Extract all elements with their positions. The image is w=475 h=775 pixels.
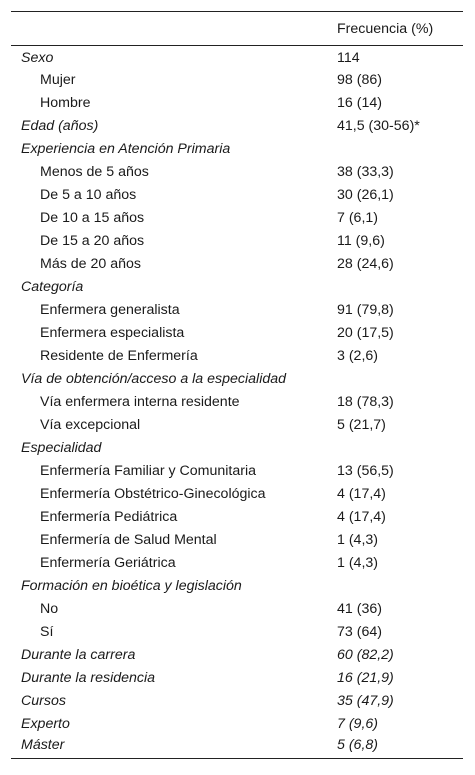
frequency-table-container — [11, 11, 463, 759]
table-row — [11, 460, 463, 483]
row-value: 41,5 (30-56)* — [337, 118, 420, 134]
row-label: Especialidad — [21, 440, 102, 456]
row-value: 98 (86) — [337, 72, 382, 88]
row-value: 73 (64) — [337, 624, 382, 640]
row-value: 91 (79,8) — [337, 302, 394, 318]
table-row — [11, 253, 463, 276]
row-label: De 15 a 20 años — [40, 233, 145, 249]
row-label: Cursos — [21, 693, 66, 709]
row-value — [337, 575, 463, 598]
table-row — [11, 299, 463, 322]
row-value: 7 (6,1) — [337, 210, 379, 226]
row-value: 13 (56,5) — [337, 463, 394, 479]
row-label: Durante la carrera — [21, 647, 136, 663]
table-row — [11, 644, 463, 667]
table-row — [11, 184, 463, 207]
row-label: Mujer — [40, 72, 76, 88]
frequency-table — [11, 11, 463, 759]
row-label: Enfermera generalista — [40, 302, 180, 318]
row-value: 5 (21,7) — [337, 417, 386, 433]
row-value: 28 (24,6) — [337, 256, 394, 272]
table-row — [11, 506, 463, 529]
row-label: Más de 20 años — [40, 256, 141, 272]
row-label: Vía de obtención/acceso a la especialidad — [21, 371, 287, 387]
header-label-cell — [11, 12, 337, 46]
row-value: 35 (47,9) — [337, 693, 394, 709]
row-value: 4 (17,4) — [337, 486, 386, 502]
row-label: Experiencia en Atención Primaria — [21, 141, 231, 157]
row-value — [337, 437, 463, 460]
row-value — [337, 368, 463, 391]
row-label: Edad (años) — [21, 118, 99, 134]
table-header — [11, 12, 463, 46]
table-row — [11, 138, 463, 161]
table-row — [11, 161, 463, 184]
row-value: 18 (78,3) — [337, 394, 394, 410]
table-row — [11, 621, 463, 644]
table-row — [11, 690, 463, 713]
row-value: 1 (4,3) — [337, 555, 379, 571]
row-label: Experto — [21, 716, 70, 732]
row-value: 30 (26,1) — [337, 187, 394, 203]
row-value: 7 (9,6) — [337, 716, 379, 732]
row-value: 1 (4,3) — [337, 532, 379, 548]
table-row — [11, 92, 463, 115]
table-body — [11, 46, 463, 759]
table-row — [11, 230, 463, 253]
row-value: 60 (82,2) — [337, 647, 394, 663]
table-row — [11, 345, 463, 368]
table-row — [11, 529, 463, 552]
row-label: Durante la residencia — [21, 670, 156, 686]
row-label: Enfermería de Salud Mental — [40, 532, 217, 548]
row-value — [337, 276, 463, 299]
row-label: Formación en bioética y legislación — [21, 578, 242, 594]
table-header-row — [11, 12, 463, 46]
row-value: 41 (36) — [337, 601, 382, 617]
row-value: 38 (33,3) — [337, 164, 394, 180]
row-label: Vía enfermera interna residente — [40, 394, 240, 410]
row-value — [337, 138, 463, 161]
row-label: De 5 a 10 años — [40, 187, 137, 203]
row-label: Hombre — [40, 95, 91, 111]
table-row — [11, 667, 463, 690]
row-value: 3 (2,6) — [337, 348, 379, 364]
table-row — [11, 368, 463, 391]
table-row — [11, 736, 463, 759]
table-row — [11, 437, 463, 460]
row-label: Enfermería Geriátrica — [40, 555, 176, 571]
row-label: Sí — [40, 624, 54, 640]
header-frecuencia: Frecuencia (%) — [337, 20, 434, 37]
row-value: 114 — [337, 50, 360, 67]
row-label: De 10 a 15 años — [40, 210, 145, 226]
row-label: Menos de 5 años — [40, 164, 149, 180]
row-label: Categoría — [21, 279, 84, 295]
row-value: 16 (14) — [337, 95, 382, 111]
row-value: 5 (6,8) — [337, 737, 379, 754]
table-row — [11, 276, 463, 299]
table-row — [11, 322, 463, 345]
row-value: 20 (17,5) — [337, 325, 394, 341]
row-label: Vía excepcional — [40, 417, 141, 433]
row-label: No — [40, 601, 59, 617]
row-label: Enfermera especialista — [40, 325, 185, 341]
table-row — [11, 207, 463, 230]
row-label: Enfermería Pediátrica — [40, 509, 178, 525]
table-row — [11, 69, 463, 92]
table-row — [11, 483, 463, 506]
table-row — [11, 414, 463, 437]
row-label: Sexo — [21, 50, 54, 67]
table-row — [11, 391, 463, 414]
table-row — [11, 46, 463, 69]
table-row — [11, 552, 463, 575]
row-label: Máster — [21, 737, 65, 754]
row-label: Residente de Enfermería — [40, 348, 198, 364]
table-row — [11, 575, 463, 598]
table-row — [11, 598, 463, 621]
row-value: 4 (17,4) — [337, 509, 386, 525]
row-label: Enfermería Obstétrico-Ginecológica — [40, 486, 266, 502]
row-value: 16 (21,9) — [337, 670, 394, 686]
row-value: 11 (9,6) — [337, 233, 385, 249]
table-row — [11, 115, 463, 138]
row-label: Enfermería Familiar y Comunitaria — [40, 463, 257, 479]
table-row — [11, 713, 463, 736]
